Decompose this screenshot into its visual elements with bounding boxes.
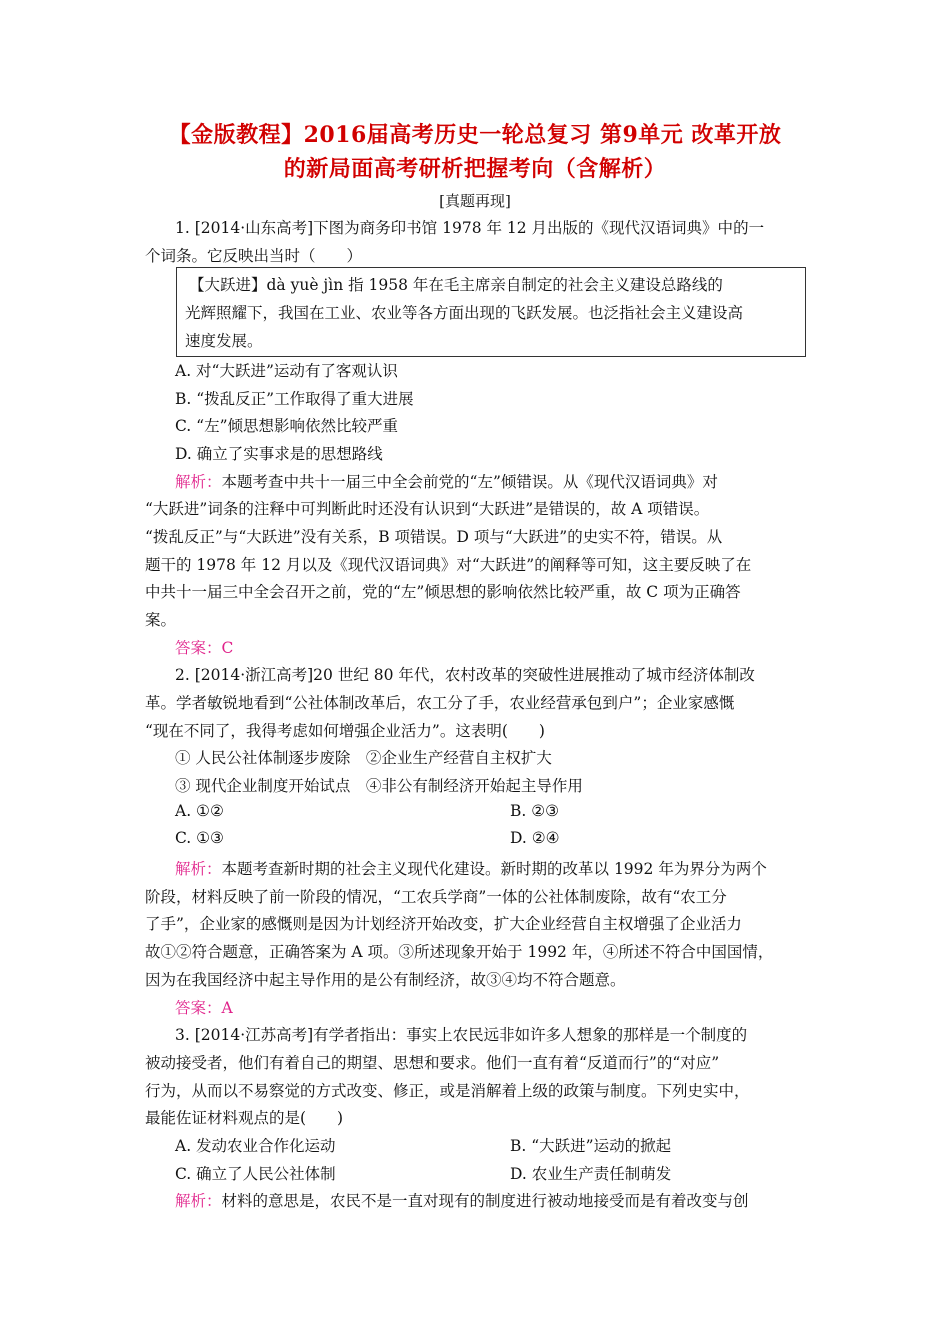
q1-analysis-line1	[175, 470, 718, 492]
q1-box-line3: 速度发展。	[185, 332, 263, 350]
q1-option-a: A. 对“大跃进”运动有了客观认识	[175, 362, 398, 380]
q2-answer: 答案：A	[175, 999, 233, 1017]
q3-stem-line4: 最能佐证材料观点的是( )	[145, 1109, 344, 1127]
q1-analysis-line4: 题干的 1978 年 12 月以及《现代汉语词典》对“大跃进”的阐释等可知，这主要反映了在	[145, 556, 752, 574]
q3-option-a: A. 发动农业合作化运动	[175, 1137, 336, 1155]
q2-stem-line1: 2. [2014·浙江高考]20 世纪 80 年代，农村改革的突破性进展推动了城市经济体制改	[175, 666, 755, 684]
q3-option-b: B. “大跃进”运动的掀起	[510, 1137, 672, 1155]
analysis-label: 解析：	[175, 473, 222, 491]
q1-analysis-line3: “拨乱反正”与“大跃进”没有关系，B 项错误。D 项与“大跃进”的史实不符，错误。从	[145, 528, 723, 546]
q2-option-a: A. ①②	[175, 802, 224, 820]
q1-option-b: B. “拨乱反正”工作取得了重大进展	[175, 390, 414, 408]
q1-option-d: D. 确立了实事求是的思想路线	[175, 445, 383, 463]
q3-option-d: D. 农业生产责任制萌发	[510, 1165, 672, 1183]
q2-stem-line3: “现在不同了，我得考虑如何增强企业活力”。这表明( )	[145, 722, 545, 740]
q2-analysis-line2: 阶段，材料反映了前一阶段的情况，“工农兵学商”一体的公社体制废除，故有“农工分	[145, 888, 727, 906]
q2-analysis-line1	[175, 857, 767, 879]
q3-stem-line2: 被动接受者，他们有着自己的期望、思想和要求。他们一直有着“反道而行”的“对应”	[145, 1054, 720, 1072]
q3-option-c: C. 确立了人民公社体制	[175, 1165, 336, 1183]
q1-stem-line1: 1. [2014·山东高考]下图为商务印书馆 1978 年 12 月出版的《现代汉语词典》中的一	[175, 219, 765, 237]
q1-box-line2: 光辉照耀下，我国在工业、农业等各方面出现的飞跃发展。也泛指社会主义建设高	[185, 304, 744, 322]
q2-item-line2: ③ 现代企业制度开始试点 ④非公有制经济开始起主导作用	[175, 777, 583, 795]
q2-analysis-text: 本题考查新时期的社会主义现代化建设。新时期的改革以 1992 年为界分为两个	[221, 860, 767, 878]
q1-analysis-line2: “大跃进”词条的注释中可判断此时还没有认识到“大跃进”是错误的，故 A 项错误。	[145, 500, 710, 518]
q1-box-line1: 【大跃进】dà yuè jìn 指 1958 年在毛主席亲自制定的社会主义建设总路线的	[189, 276, 723, 294]
q2-analysis-line4: 故①②符合题意，正确答案为 A 项。③所述现象开始于 1992 年，④所述不符合中国国情，	[145, 943, 774, 961]
document-title-line1: 【金版教程】2016届高考历史一轮总复习 第9单元 改革开放	[168, 122, 782, 148]
q1-analysis-line6: 案。	[145, 611, 177, 629]
q2-option-c: C. ①③	[175, 829, 224, 847]
q1-option-c: C. “左”倾思想影响依然比较严重	[175, 417, 399, 435]
q2-option-d: D. ②④	[510, 829, 560, 847]
q2-item-line1: ① 人民公社体制逐步废除 ②企业生产经营自主权扩大	[175, 749, 552, 767]
q3-stem-line1: 3. [2014·江苏高考]有学者指出：事实上农民远非如许多人想象的那样是一个制度的	[175, 1026, 748, 1044]
q2-analysis-line3: 了手”，企业家的感慨则是因为计划经济开始改变，扩大企业经营自主权增强了企业活力	[145, 915, 742, 933]
q2-stem-line2: 革。学者敏锐地看到“公社体制改革后，农工分了手，农业经营承包到户”；企业家感慨	[145, 694, 735, 712]
document-title-line2: 的新局面高考研析把握考向（含解析）	[283, 156, 667, 182]
q1-stem-line2: 个词条。它反映出当时（ ）	[145, 247, 363, 265]
analysis-label: 解析：	[175, 1192, 222, 1210]
q3-analysis-line1	[175, 1189, 749, 1211]
q1-analysis-line5: 中共十一届三中全会召开之前，党的“左”倾思想的影响依然比较严重，故 C 项为正确答	[145, 583, 741, 601]
analysis-label: 解析：	[175, 860, 222, 878]
q1-analysis-text: 本题考查中共十一届三中全会前党的“左”倾错误。从《现代汉语词典》对	[221, 473, 718, 491]
section-heading: [真题再现]	[439, 192, 511, 210]
q1-answer: 答案：C	[175, 639, 234, 657]
q2-analysis-line5: 因为在我国经济中起主导作用的是公有制经济，故③④均不符合题意。	[145, 971, 626, 989]
q2-option-b: B. ②③	[510, 802, 560, 820]
q1-dictionary-box	[176, 267, 806, 357]
q3-analysis-text: 材料的意思是，农民不是一直对现有的制度进行被动地接受而是有着改变与创	[221, 1192, 749, 1210]
q3-stem-line3: 行为，从而以不易察觉的方式改变、修正，或是消解着上级的政策与制度。下列史实中，	[145, 1082, 750, 1100]
